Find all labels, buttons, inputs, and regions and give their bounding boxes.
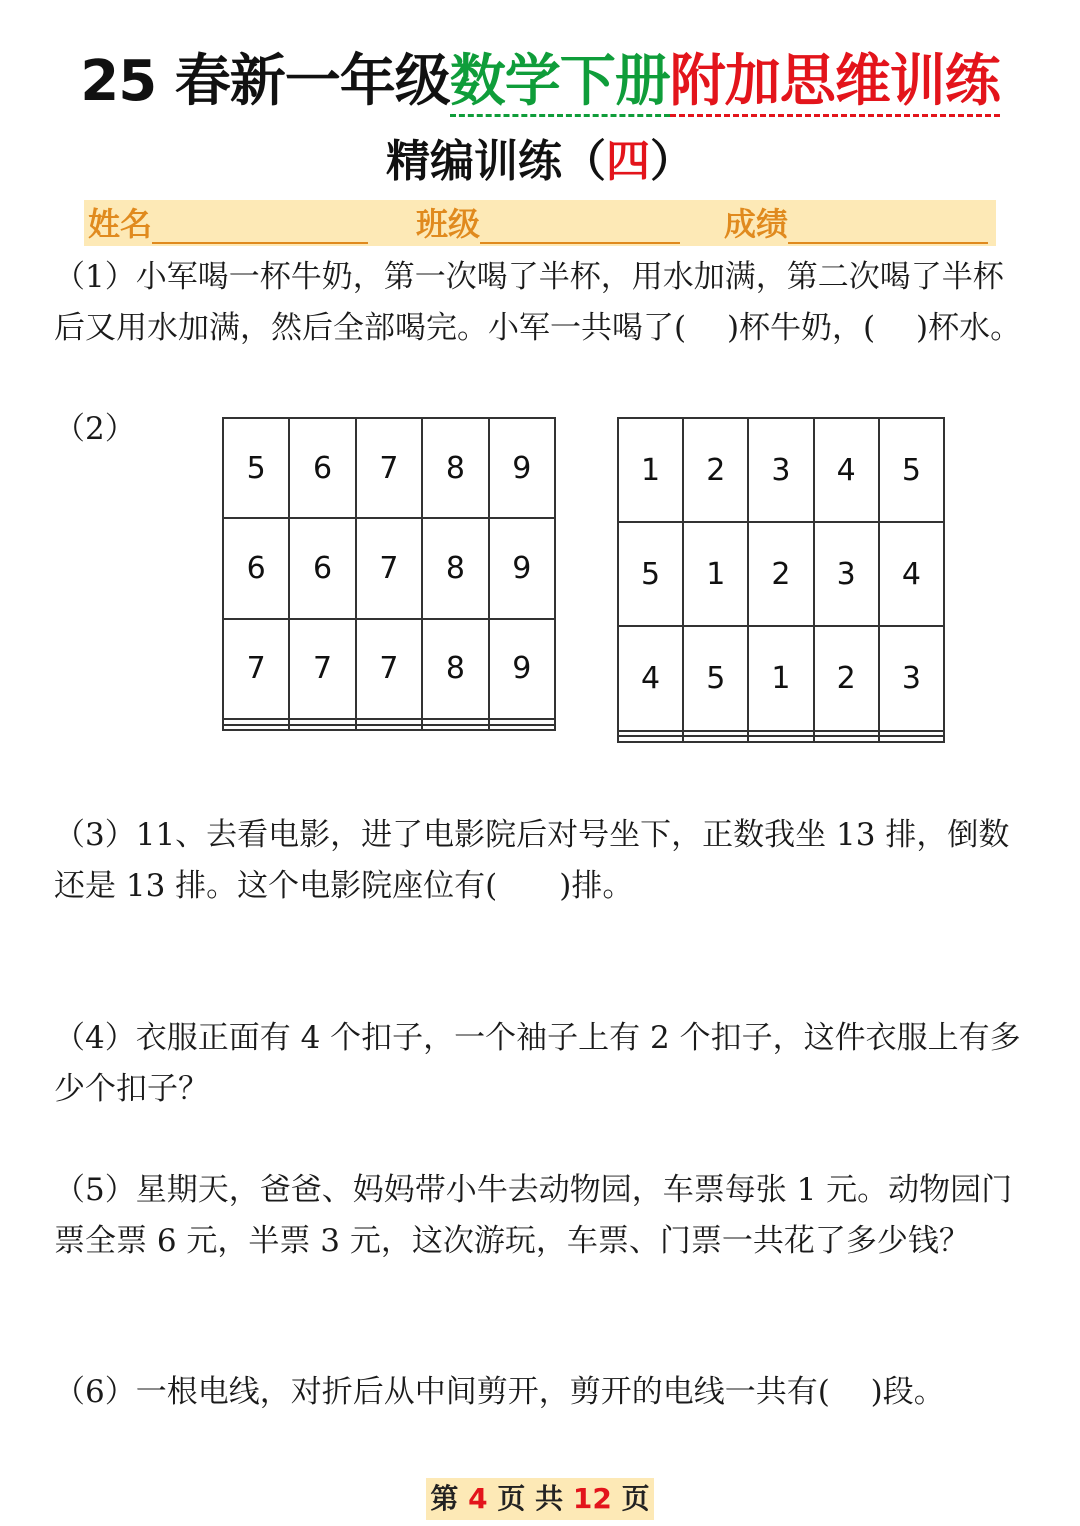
grid-cell: 8 bbox=[422, 518, 488, 618]
grid-cell: 7 bbox=[356, 418, 422, 518]
grid-cell: 5 bbox=[618, 522, 683, 626]
grid-cell[interactable] bbox=[223, 725, 289, 730]
question-1: （1）小军喝一杯牛奶，第一次喝了半杯，用水加满，第二次喝了半杯后又用水加满，然后全部喝完。小军一共喝了( )杯牛奶，( )杯水。 bbox=[54, 259, 1022, 346]
grid-cell: 3 bbox=[748, 418, 813, 522]
name-field[interactable] bbox=[88, 200, 368, 246]
grid-cell[interactable] bbox=[814, 736, 879, 742]
class-label: 班级 bbox=[416, 205, 481, 243]
question-5: （5）星期天，爸爸、妈妈带小牛去动物园，车票每张 1 元。动物园门票全票 6 元，半票 3 元，这次游玩，车票、门票一共花了多少钱？ bbox=[54, 1172, 1013, 1259]
grid-row bbox=[223, 619, 555, 719]
page-title bbox=[0, 42, 1080, 122]
score-label: 成绩 bbox=[724, 205, 789, 243]
grid-row bbox=[618, 522, 944, 626]
grid-cell[interactable] bbox=[489, 725, 555, 730]
student-info-bar bbox=[84, 200, 996, 246]
subtitle-prefix: 精编训练（ bbox=[386, 136, 606, 187]
grid-cell: 2 bbox=[748, 522, 813, 626]
grid-cell: 7 bbox=[289, 619, 355, 719]
question-2-label: （2） bbox=[54, 411, 136, 447]
score-field[interactable] bbox=[724, 200, 988, 246]
grid-cell: 9 bbox=[489, 518, 555, 618]
grid-row bbox=[618, 418, 944, 522]
grid-cell[interactable] bbox=[618, 736, 683, 742]
footer-page: 4 bbox=[468, 1482, 488, 1515]
title-grade: 25 春新一年级 bbox=[80, 49, 450, 114]
grid-cell: 5 bbox=[223, 418, 289, 518]
grid-cell: 5 bbox=[683, 626, 748, 730]
score-blank[interactable] bbox=[788, 240, 988, 244]
subtitle-number: 四 bbox=[606, 136, 650, 187]
grid-cell: 3 bbox=[814, 522, 879, 626]
question-4: （4）衣服正面有 4 个扣子，一个袖子上有 2 个扣子，这件衣服上有多少个扣子？ bbox=[54, 1020, 1021, 1107]
grid-cell: 1 bbox=[748, 626, 813, 730]
grid-cell[interactable] bbox=[748, 736, 813, 742]
question-3: （3）11、去看电影，进了电影院后对号坐下，正数我坐 13 排，倒数还是 13 排。这个电影院座位有( )排。 bbox=[54, 817, 1010, 904]
grid-cell: 4 bbox=[814, 418, 879, 522]
grid-cell: 4 bbox=[879, 522, 944, 626]
grid-cell[interactable] bbox=[879, 736, 944, 742]
grid-cell[interactable] bbox=[356, 725, 422, 730]
grid-cell: 2 bbox=[814, 626, 879, 730]
name-blank[interactable] bbox=[152, 240, 368, 244]
grid-cell: 4 bbox=[618, 626, 683, 730]
number-grid-left bbox=[222, 417, 556, 731]
subtitle-suffix: ） bbox=[650, 136, 694, 187]
name-label: 姓名 bbox=[88, 205, 153, 243]
grid-cell: 9 bbox=[489, 619, 555, 719]
grid-cell: 6 bbox=[223, 518, 289, 618]
grid-cell: 2 bbox=[683, 418, 748, 522]
grid-row bbox=[223, 418, 555, 518]
footer-total: 12 bbox=[572, 1482, 612, 1515]
grid-cell: 6 bbox=[289, 418, 355, 518]
grid-cell: 1 bbox=[683, 522, 748, 626]
grid-cell: 9 bbox=[489, 418, 555, 518]
footer-suffix: 页 bbox=[621, 1482, 650, 1515]
footer-middle: 页 共 bbox=[497, 1482, 564, 1515]
footer-prefix: 第 bbox=[430, 1482, 459, 1515]
title-subject: 数学下册 bbox=[450, 49, 670, 117]
grid-cell[interactable] bbox=[683, 736, 748, 742]
grid-cell: 8 bbox=[422, 619, 488, 719]
page-number-footer bbox=[426, 1478, 654, 1520]
grid-cell: 7 bbox=[223, 619, 289, 719]
grid-cell: 6 bbox=[289, 518, 355, 618]
grid-cell: 5 bbox=[879, 418, 944, 522]
grid-row bbox=[618, 626, 944, 730]
grid-cell: 1 bbox=[618, 418, 683, 522]
grid-row bbox=[223, 518, 555, 618]
grid-cell[interactable] bbox=[422, 725, 488, 730]
grid-cell: 7 bbox=[356, 619, 422, 719]
grid-cell: 3 bbox=[879, 626, 944, 730]
grid-cell: 8 bbox=[422, 418, 488, 518]
question-6: （6）一根电线，对折后从中间剪开，剪开的电线一共有( )段。 bbox=[54, 1374, 945, 1410]
grid-cell: 7 bbox=[356, 518, 422, 618]
class-field[interactable] bbox=[416, 200, 680, 246]
number-grid-right bbox=[617, 417, 945, 743]
grid-row bbox=[223, 725, 555, 730]
class-blank[interactable] bbox=[480, 240, 680, 244]
page-subtitle bbox=[0, 132, 1080, 192]
title-training: 附加思维训练 bbox=[670, 49, 1000, 117]
grid-row bbox=[618, 736, 944, 742]
grid-cell[interactable] bbox=[289, 725, 355, 730]
